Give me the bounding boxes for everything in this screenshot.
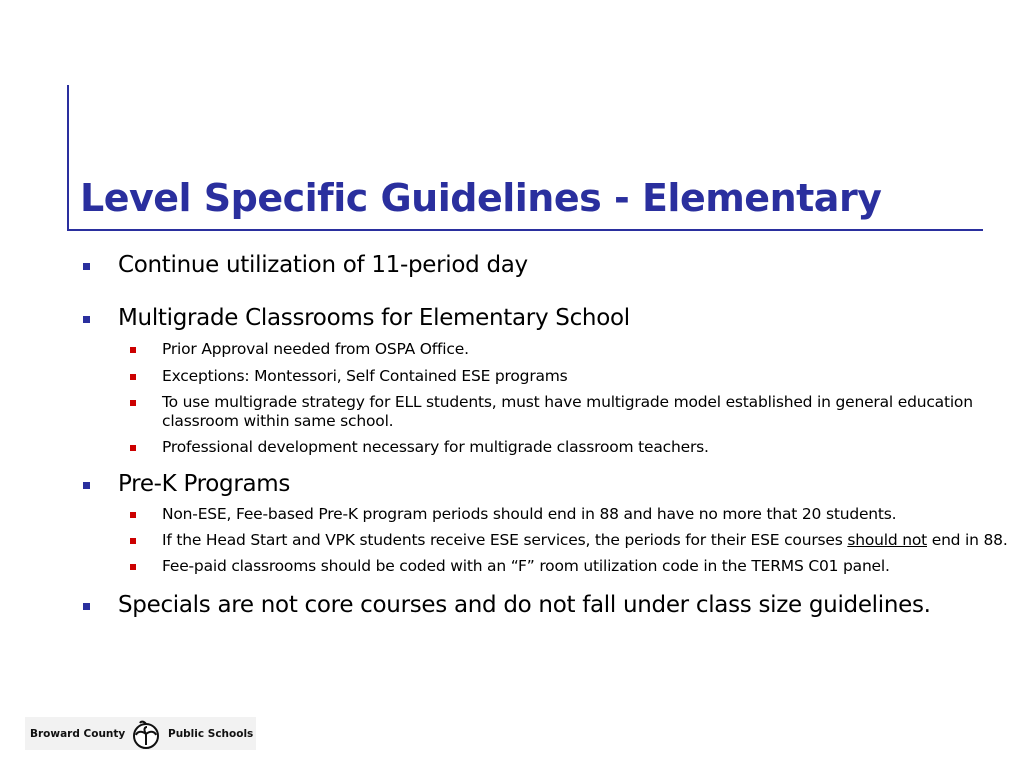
bullet-square-icon (83, 603, 90, 610)
sub-bullet-item (80, 557, 1015, 576)
sub-bullet-item (80, 531, 1015, 550)
sub-bullet-square-icon (130, 374, 136, 380)
bullet-square-icon (83, 316, 90, 323)
sub-bullet-square-icon (130, 512, 136, 518)
bullet-item (80, 469, 1015, 500)
bullet-square-icon (83, 263, 90, 270)
logo-right-text: Public Schools (168, 728, 254, 740)
sub-bullet-square-icon (130, 564, 136, 570)
sub-bullet-item (80, 438, 1015, 457)
bullet-text: Continue utilization of 11-period day (118, 252, 528, 278)
bullet-text: Specials are not core courses and do not fall under class size guidelines. (118, 592, 931, 618)
sub-bullet-item (80, 393, 1015, 431)
sub-bullet-square-icon (130, 400, 136, 406)
sub-bullet-square-icon (130, 347, 136, 353)
logo-left-text: Broward County (30, 728, 126, 740)
bullet-item (80, 250, 1015, 281)
sub-bullet-square-icon (130, 538, 136, 544)
sub-bullet-item (80, 505, 1015, 524)
sub-bullet-text: Professional development necessary for multigrade classroom teachers. (162, 438, 709, 456)
sub-bullet-item (80, 367, 1015, 386)
title-horizontal-rule (67, 229, 983, 231)
bullet-item (80, 303, 1015, 334)
bullet-text: Pre-K Programs (118, 471, 291, 497)
slide-title: Level Specific Guidelines - Elementary (80, 176, 882, 220)
district-logo (25, 717, 256, 750)
title-vertical-rule (67, 85, 69, 231)
bullet-item (80, 590, 1015, 621)
sub-bullet-square-icon (130, 445, 136, 451)
sub-bullet-item (80, 340, 1015, 359)
slide-content (80, 250, 1015, 621)
sub-bullet-text: Prior Approval needed from OSPA Office. (162, 340, 469, 358)
underlined-text: should not (847, 531, 927, 549)
sub-bullet-text: To use multigrade strategy for ELL students, must have multigrade model established in general education classroom within same school. (162, 393, 973, 430)
sub-bullet-text: If the Head Start and VPK students receive ESE services, the periods for their ESE courses should not end in 88. (162, 531, 1008, 549)
sub-bullet-text: Exceptions: Montessori, Self Contained ESE programs (162, 367, 568, 385)
sub-bullet-text: Non-ESE, Fee-based Pre-K program periods should end in 88 and have no more that 20 students. (162, 505, 897, 523)
bullet-text: Multigrade Classrooms for Elementary School (118, 305, 630, 331)
bullet-square-icon (83, 482, 90, 489)
sub-bullet-text: Fee-paid classrooms should be coded with an “F” room utilization code in the TERMS C01 panel. (162, 557, 890, 575)
apple-palm-tree-icon (129, 719, 163, 749)
